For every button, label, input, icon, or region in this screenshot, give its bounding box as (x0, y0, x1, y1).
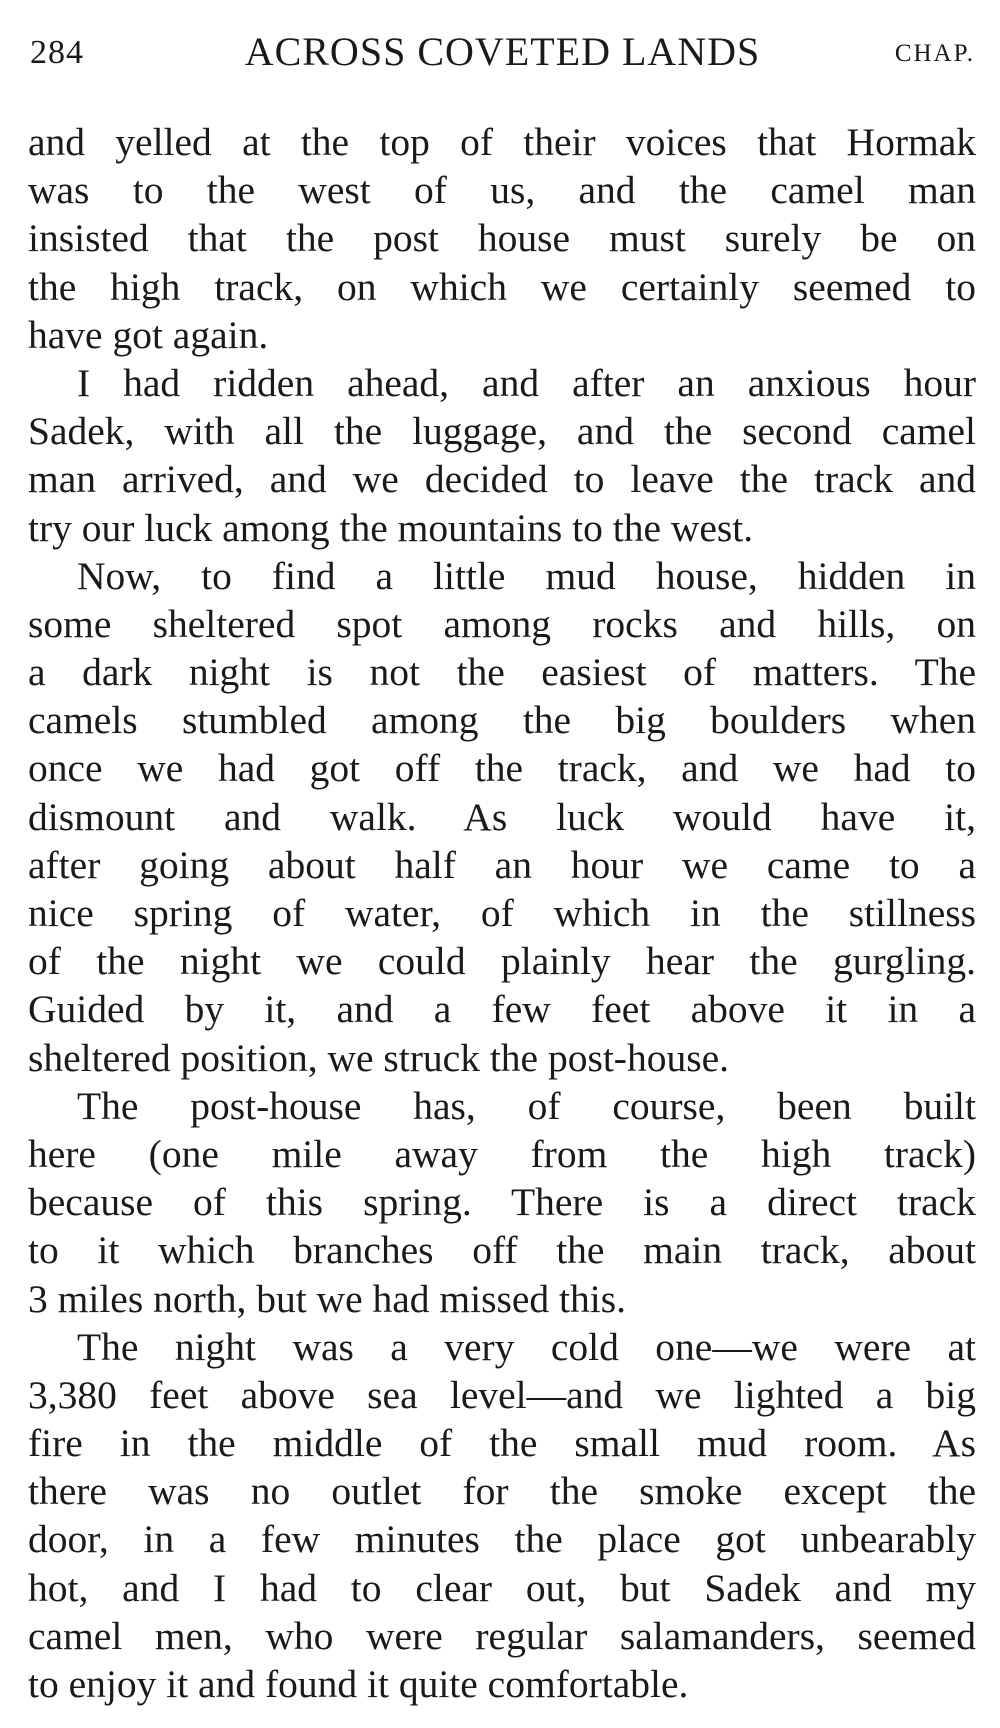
text-line: nice spring of water, of which in the stillness (28, 891, 976, 935)
text-line: 3 miles north, but we had missed this. (28, 1276, 626, 1321)
text-line: once we had got off the track, and we had to (28, 746, 976, 791)
text-line: 3,380 feet above sea level—and we lighted a big (28, 1372, 976, 1417)
text-line: here (one mile away from the high track) (28, 1131, 976, 1176)
text-line: camels stumbled among the big boulders when (28, 698, 976, 743)
text-line: I had ridden ahead, and after an anxious hour (77, 360, 976, 405)
text-line: because of this spring. There is a direct track (28, 1180, 976, 1225)
text-line: dismount and walk. As luck would have it, (28, 794, 976, 839)
chapter-label: CHAP. (894, 40, 975, 67)
text-line: sheltered position, we struck the post-house. (28, 1035, 729, 1080)
text-line: Sadek, with all the luggage, and the second camel (28, 409, 976, 454)
text-line: The post-house has, of course, been built (77, 1083, 976, 1128)
text-line: was to the west of us, and the camel man (28, 168, 976, 213)
text-line: fire in the middle of the small mud room. As (28, 1421, 976, 1466)
text-line: have got again. (28, 312, 269, 357)
body-text (28, 118, 976, 1708)
text-line: The night was a very cold one—we were at (77, 1324, 976, 1369)
text-line: try our luck among the mountains to the west. (28, 505, 754, 550)
text-line: there was no outlet for the smoke except the (28, 1469, 976, 1514)
text-line: Now, to find a little mud house, hidden in (77, 553, 976, 598)
text-line: camel men, who were regular salamanders, seemed (28, 1613, 976, 1658)
text-line: to it which branches off the main track, about (28, 1228, 976, 1273)
text-line: the high track, on which we certainly seemed to (28, 264, 976, 309)
text-line: man arrived, and we decided to leave the track and (28, 457, 976, 502)
running-head (30, 28, 975, 88)
text-line: door, in a few minutes the place got unbearably (28, 1517, 976, 1562)
text-line: and yelled at the top of their voices that Hormak (28, 120, 976, 164)
text-line: insisted that the post house must surely be on (28, 216, 976, 261)
text-line: Guided by it, and a few feet above it in a (28, 987, 976, 1032)
text-line: of the night we could plainly hear the gurgling. (28, 939, 976, 984)
book-title: ACROSS COVETED LANDS (244, 29, 761, 74)
text-line: some sheltered spot among rocks and hills, on (28, 601, 976, 646)
text-line: after going about half an hour we came to a (28, 842, 976, 887)
text-line: a dark night is not the easiest of matters. The (28, 650, 976, 695)
text-line: to enjoy it and found it quite comfortable. (28, 1662, 689, 1706)
text-line: hot, and I had to clear out, but Sadek and my (28, 1565, 976, 1610)
page-number: 284 (30, 34, 84, 71)
